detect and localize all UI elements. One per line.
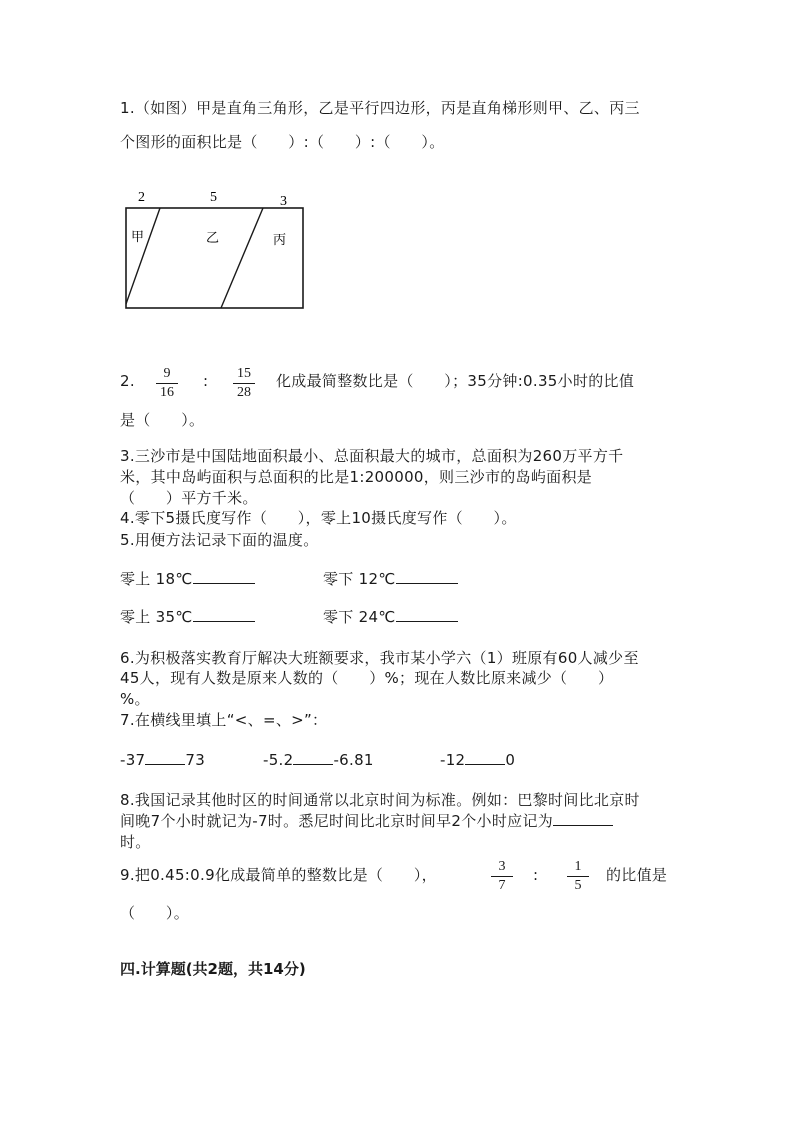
fraction-bar	[156, 383, 178, 384]
q5-item-2-label: 零下 12℃	[323, 570, 396, 588]
figure-label-top-1: 2	[138, 190, 145, 205]
q6-line3: %。	[120, 690, 150, 708]
q5-item-4	[323, 606, 458, 628]
q2-fraction-2	[231, 366, 257, 401]
q5-item-3-label: 零上 35℃	[120, 608, 193, 626]
q6-line2: 45人，现有人数是原来人数的（ ）%；现在人数比原来减少（ ）	[120, 669, 614, 687]
figure-label-top-2: 5	[210, 190, 217, 205]
q2-colon: :	[203, 372, 209, 390]
q3-line1: 3.三沙市是中国陆地面积最小、总面积最大的城市，总面积为260万平方千	[120, 447, 624, 465]
q5-item-1-label: 零上 18℃	[120, 570, 193, 588]
q1-figure	[118, 186, 318, 314]
q2-frac1-numerator: 9	[163, 366, 171, 381]
q9-fraction-2	[565, 859, 591, 894]
q8-line2: 间晚7个小时就记为-7时。悉尼时间比北京时间早2个小时应记为	[120, 812, 554, 830]
answer-blank[interactable]	[396, 569, 458, 584]
answer-blank[interactable]	[193, 569, 255, 584]
q9-frac1-denominator: 7	[498, 878, 506, 893]
answer-blank[interactable]	[293, 750, 333, 765]
q2-rest: 化成最简整数比是（ ）；35分钟:0.35小时的比值	[276, 372, 635, 390]
answer-blank[interactable]	[396, 607, 458, 622]
q7-item-1-left: -37	[120, 751, 146, 769]
q7-item-2	[263, 749, 374, 771]
q9-fraction-1	[489, 859, 515, 894]
answer-blank[interactable]	[145, 750, 185, 765]
q5-item-3	[120, 606, 255, 628]
answer-blank[interactable]	[193, 607, 255, 622]
q7-item-1	[120, 749, 205, 771]
q5-item-1	[120, 568, 255, 590]
q9-frac2-denominator: 5	[574, 878, 582, 893]
q7-item-3	[440, 749, 515, 771]
q3-line3: （ ）平方千米。	[120, 489, 258, 507]
q4-line1: 4.零下5摄氏度写作（ ），零上10摄氏度写作（ ）。	[120, 509, 517, 527]
q7-item-1-right: 73	[185, 751, 206, 769]
q9-frac2-numerator: 1	[574, 859, 582, 874]
figure-outer-rect	[126, 208, 303, 308]
q8-line1: 8.我国记录其他时区的时间通常以北京时间为标准。例如：巴黎时间比北京时	[120, 791, 640, 809]
q2-fraction-1	[154, 366, 180, 401]
q2-frac2-numerator: 15	[237, 366, 251, 381]
figure-line-right	[221, 208, 263, 308]
fraction-bar	[491, 876, 513, 877]
q6-line1: 6.为积极落实教育厅解决大班额要求，我市某小学六（1）班原有60人减少至	[120, 649, 639, 667]
figure-line-left	[126, 208, 160, 304]
q7-line1: 7.在横线里填上“<、=、>”：	[120, 711, 328, 729]
q2-frac1-denominator: 16	[160, 385, 174, 400]
figure-label-jia: 甲	[131, 229, 145, 244]
q2-line2: 是（ ）。	[120, 411, 205, 429]
q9-colon: :	[533, 866, 539, 884]
q2-frac2-denominator: 28	[237, 385, 251, 400]
q7-item-3-left: -12	[440, 751, 466, 769]
figure-label-yi: 乙	[206, 230, 220, 245]
fraction-bar	[233, 383, 255, 384]
section-heading: 四.计算题(共2题，共14分)	[120, 960, 306, 978]
q3-line2: 米，其中岛屿面积与总面积的比是1:200000，则三沙市的岛屿面积是	[120, 468, 593, 486]
fraction-bar	[567, 876, 589, 877]
q9-text2: 的比值是	[606, 866, 668, 884]
q7-item-2-right: -6.81	[333, 751, 374, 769]
q8-line3: 时。	[120, 833, 151, 851]
q5-item-2	[323, 568, 458, 590]
figure-label-top-3: 3	[280, 194, 287, 209]
q1-line2: 个图形的面积比是（ ）:（ ）:（ ）。	[120, 133, 445, 151]
answer-blank[interactable]	[465, 750, 505, 765]
q7-item-3-right: 0	[505, 751, 516, 769]
q7-item-2-left: -5.2	[263, 751, 294, 769]
q9-frac1-numerator: 3	[498, 859, 506, 874]
figure-label-bing: 丙	[273, 232, 287, 247]
q5-item-4-label: 零下 24℃	[323, 608, 396, 626]
q9-line2: （ ）。	[120, 904, 190, 922]
answer-blank[interactable]	[553, 811, 613, 826]
q9-text1: 9.把0.45:0.9化成最简单的整数比是（ ），	[120, 866, 437, 884]
q5-line1: 5.用便方法记录下面的温度。	[120, 531, 319, 549]
q1-line1: 1.（如图）甲是直角三角形，乙是平行四边形，丙是直角梯形则甲、乙、丙三	[120, 99, 640, 117]
q2-number: 2.	[120, 372, 135, 390]
q8-line2-wrap	[120, 810, 613, 832]
